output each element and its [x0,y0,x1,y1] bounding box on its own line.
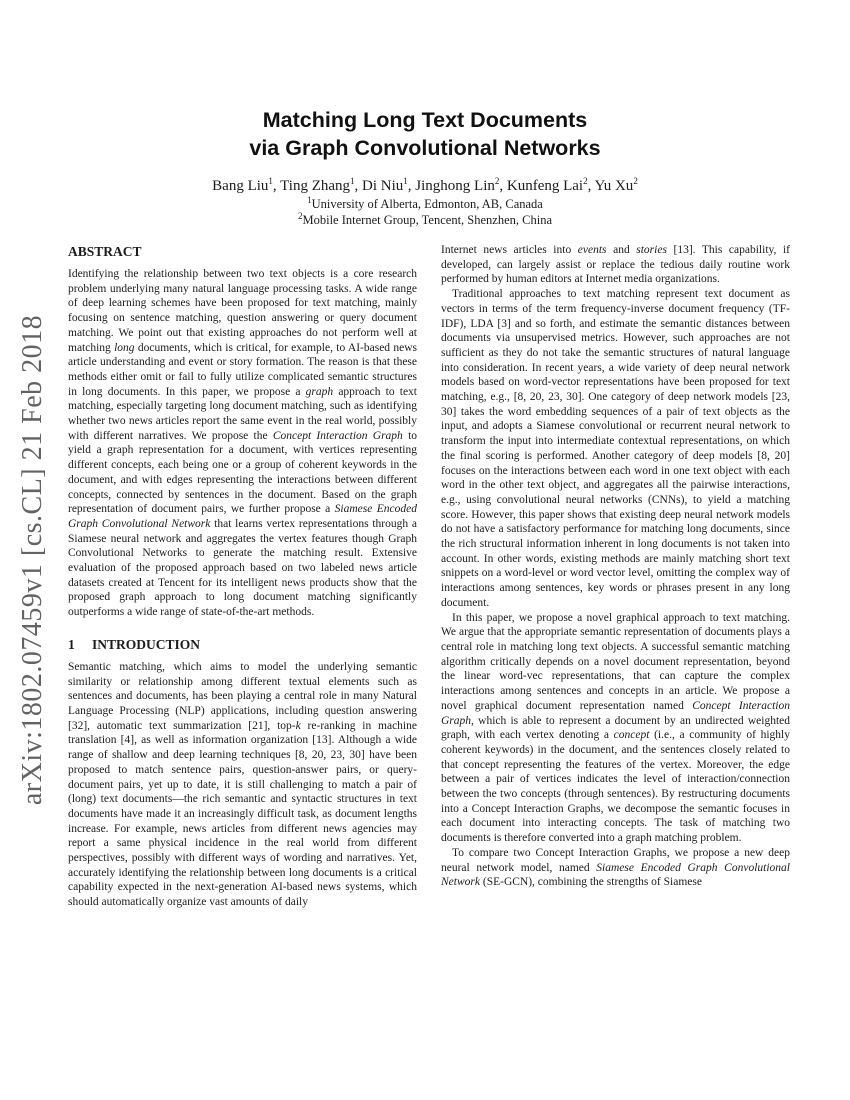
text-segment: Siamese Encoded Graph Convolutional Network [68,503,417,530]
text-segment: To compare two Concept Interaction Graphs, we propose a new deep neural network model, named [441,846,790,874]
text-segment: 2 [583,176,588,186]
text-segment: long [114,341,135,354]
text-segment: In this paper, we propose a novel graphical approach to text matching. We argue that the appropriate semantic representation of documents plays a central role in matching long text objects. A successful semantic matching algorithm critically depends on a novel document representation, beyond the linear word-vec representations, that can capture the complex interactions among sentences and concepts in an article. We propose a novel graphical document representation named [441,611,790,712]
paragraph [441,611,790,846]
text-segment: 1 [307,194,312,205]
text-segment: 2 [297,210,303,221]
section-title: INTRODUCTION [92,636,201,652]
text-segment: Identifying the relationship between two text objects is a core research problem underlying many natural language processing tasks. A wide range of deep learning schemes have been proposed for text matching, mainly focusing on sentence matching, question answering or query document matching. We point out that existing approaches do not perform well at matching [68,268,417,354]
text-segment: Traditional approaches to text matching represent text document as vectors in terms of the term frequency-inverse document frequency (TF-IDF), LDA [3] and so forth, and estimate the semantic distances between documents via unsupervised metrics. However, such approaches are not sufficient as they do not take the semantic structures of natural language into consideration. In recent years, a wide variety of deep neural network models based on word-vector representations have been proposed for text matching, e.g., [8, 20, 23, 30]. One category of deep network models [23, 30] takes the word embedding sequences of a pair of text objects as the input, and adopts a Siamese convolutional or recurrent neural network to transform the input into intermediate contextual representations, on which the final scoring is performed. Another category of deep models [8, 20] focuses on the interactions between each word in one text object with each word in the other text object, and aggregates all the pairwise interactions, e.g., using convolutional neural networks (CNNs), to yield a matching score. However, this paper shows that existing deep neural network models do not have a satisfactory performance for matching long documents, since the rich structural information inherent in long documents is not taken into account. In other words, existing methods are mainly matching short text snippets on a word-level or word vector level, omitting the complex way of interactions among sentences, key words or phrases present in any long document. [441,288,790,609]
text-segment: , Kunfeng Lai [499,178,584,194]
section-number: 1 [68,636,75,652]
text-segment: , which is able to represent a document by an undirected weighted graph, with each vertex denoting a [441,714,790,742]
text-segment: [13]. This capability, if developed, can largely assist or replace the tedious daily routine work performed by human editors at Internet media organizations. [441,244,790,286]
text-segment: to yield a graph representation for a document, with vertices representing different concepts, each being one or a group of coherent keywords in the document, and with edges representing the interactions between different concepts, connected by sentences in the document. Based on the graph representation of document pairs, we further propose a [68,429,418,516]
text-segment: , Di Niu [354,178,404,194]
right-column [441,243,790,890]
text-segment: Concept Interaction Graph [272,429,403,442]
text-segment: stories [636,244,667,256]
text-segment: and [606,244,637,256]
text-segment: Concept Interaction Graph [441,699,790,727]
introduction-text-right [441,243,790,890]
text-segment: events [577,244,607,256]
text-segment: 2 [633,176,638,186]
text-segment: 1 [403,176,408,186]
text-segment: Internet news articles into [441,244,578,256]
paragraph [441,287,790,610]
text-segment: , Jinghong Lin [407,178,495,194]
text-segment: 1 [350,176,355,186]
introduction-text-left [68,660,417,910]
text-segment: (i.e., a community of highly coherent keywords) in the document, and the sentences closely related to that concept representing the features of the vertex. Moreover, the edge between a pair of vertices indicates the level of interaction/connection between the two concepts (through sentences). By restructuring documents into a Concept Interaction Graphs, we decompose the semantic focuses in each document into interacting concepts. The task of matching two documents is therefore converted into a graph matching problem. [441,729,790,845]
left-column [68,243,417,910]
paragraph [441,846,790,890]
paragraph [68,267,417,620]
affiliation-line-2 [0,212,850,228]
text-segment: University of Alberta, Edmonton, AB, Canada [311,197,543,211]
text-segment: approach to text matching, especially targeting long document matching, such as identifying whether two news articles report the same event in the real world, possibly with different narratives. We propose the [68,385,417,442]
affiliation-line-1 [0,196,850,212]
paragraph [441,243,790,287]
text-segment: re-ranking in machine translation [4], as well as information organization [13]. Although a wide range of shallow and deep learning techniques [8, 20, 23, 30] have been proposed to match sentence pairs, question-answer pairs, or query-document pairs, yet up to date, it is still challenging to match a pair of (long) text documents—the rich semantic and syntactic structures in text documents have made it an increasingly difficult task, as document lengths increase. For example, news articles from different news agencies may report a same physical incidence in the real world from different perspectives, possibly with different ways of wording and narratives. Yet, accurately identifying the relationship between long documents is a critical capability expected in the next-generation AI-based news systems, which should automatically organize vast amounts of daily [68,719,417,909]
paper-title-line-1: Matching Long Text Documents [262,108,588,132]
text-segment: , Yu Xu [587,178,634,194]
text-segment: Siamese Encoded Graph Convolutional Network [441,861,790,889]
text-segment: concept [613,729,650,742]
paper-title-line-2: via Graph Convolutional Networks [249,136,601,160]
introduction-heading [68,636,417,653]
paragraph [68,660,417,910]
text-segment: 2 [494,176,500,186]
text-segment: that learns vertex representations through a Siamese neural network and aggregates the vertex features though Graph Convolutional Networks to generate the matching result. Extensive evaluation of the proposed approach based on two labeled news article datasets created at Tencent for its intelligent news products show that the proposed graph approach to long document matching significantly outperforms a wide range of state-of-the-art methods. [68,517,417,619]
authors-line [0,177,850,196]
text-segment: 1 [268,176,273,186]
paper-header [0,106,850,228]
abstract-heading: ABSTRACT [68,244,142,259]
arxiv-watermark: arXiv:1802.07459v1 [cs.CL] 21 Feb 2018 [17,314,48,806]
text-segment: graph [305,385,334,398]
text-segment: Bang Liu [212,178,269,194]
text-segment: Mobile Internet Group, Tencent, Shenzhen, China [302,213,553,227]
text-segment: k [295,719,301,732]
text-segment: Semantic matching, which aims to model the underlying semantic similarity or relationship among different textual elements such as sentences and documents, has been playing a central role in many Natural Language Processing (NLP) applications, including question answering [32], automatic text summarization [21], top- [68,660,417,732]
text-segment: (SE-GCN), combining the strengths of Siamese [479,876,702,889]
abstract-text [68,267,417,620]
text-segment: , Ting Zhang [272,178,351,194]
text-segment: documents, which is critical, for example, to AI-based news article understanding and event or story formation. The reason is that these methods either omit or fail to fully utilize complicated semantic structures in long documents. In this paper, we propose a [68,341,417,398]
